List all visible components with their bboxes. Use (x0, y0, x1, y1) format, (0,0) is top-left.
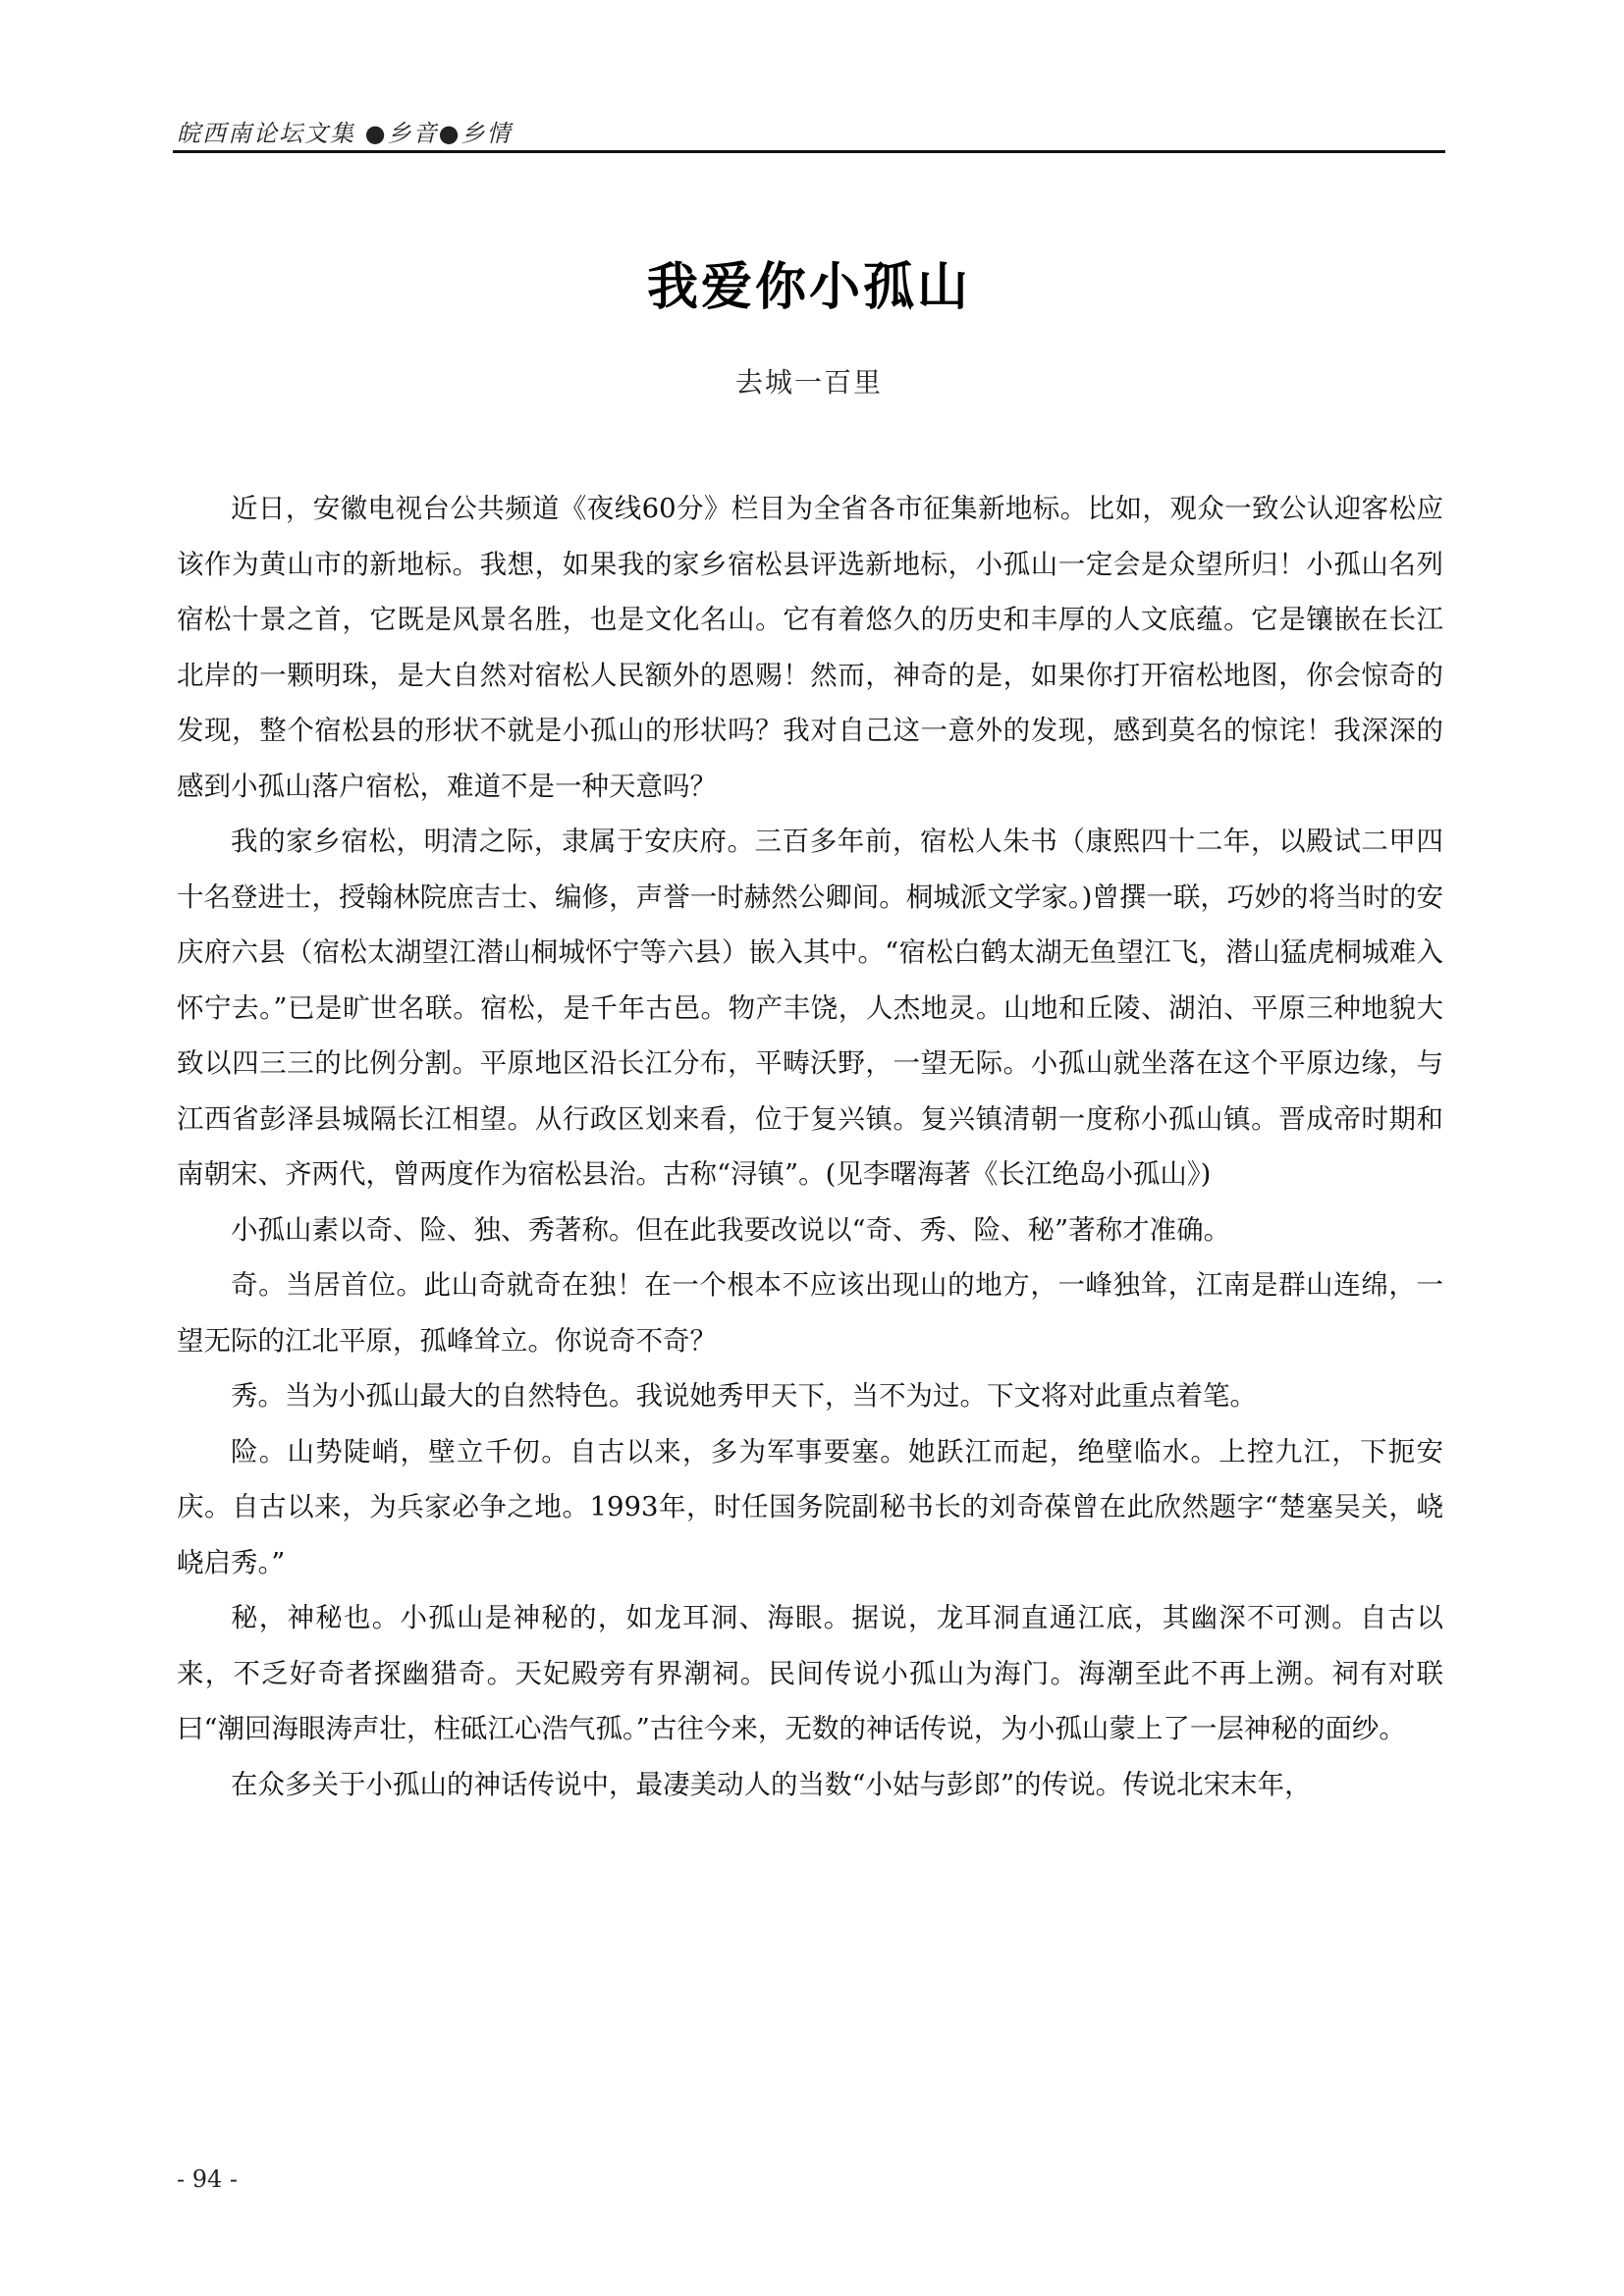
paragraph: 险。山势陡峭，壁立千仞。自古以来，多为军事要塞。她跃江而起，绝壁临水。上控九江，下扼安庆。自古以来，为兵家必争之地。1993年，时任国务院副秘书长的刘奇葆曾在此欣然题字“楚塞吴关，峣峣启秀。” (177, 1435, 1443, 1578)
running-header: 皖西南论坛文集 ●乡音●乡情 (177, 120, 513, 147)
paragraph: 我的家乡宿松，明清之际，隶属于安庆府。三百多年前，宿松人朱书（康熙四十二年，以殿试二甲四十名登进士，授翰林院庶吉士、编修，声誉一时赫然公卿间。桐城派文学家。)曾撰一联，巧妙的将当时的安庆府六县（宿松太湖望江潜山桐城怀宁等六县）嵌入其中。“宿松白鹤太湖无鱼望江飞，潜山猛虎桐城难入怀宁去。”已是旷世名联。宿松，是千年古邑。物产丰饶，人杰地灵。山地和丘陵、湖泊、平原三种地貌大致以四三三的比例分割。平原地区沿长江分布，平畴沃野，一望无际。小孤山就坐落在这个平原边缘，与江西省彭泽县城隔长江相望。从行政区划来看，位于复兴镇。复兴镇清朝一度称小孤山镇。晋成帝时期和南朝宋、齐两代，曾两度作为宿松县治。古称“浔镇”。(见李曙海著《长江绝岛小孤山》) (177, 826, 1443, 1190)
paragraph: 近日，安徽电视台公共频道《夜线60分》栏目为全省各市征集新地标。比如，观众一致公认迎客松应该作为黄山市的新地标。我想，如果我的家乡宿松县评选新地标，小孤山一定会是众望所归！小孤山名列宿松十景之首，它既是风景名胜，也是文化名山。它有着悠久的历史和丰厚的人文底蕴。它是镶嵌在长江北岸的一颗明珠，是大自然对宿松人民额外的恩赐！然而，神奇的是，如果你打开宿松地图，你会惊奇的发现，整个宿松县的形状不就是小孤山的形状吗？我对自己这一意外的发现，感到莫名的惊诧！我深深的感到小孤山落户宿松，难道不是一种天意吗？ (177, 493, 1443, 802)
page-number: - 94 - (177, 2165, 239, 2193)
article-body (177, 481, 1443, 1812)
paragraph: 小孤山素以奇、险、独、秀著称。但在此我要改说以“奇、秀、险、秘”著称才准确。 (231, 1213, 1231, 1246)
paragraph: 在众多关于小孤山的神话传说中，最凄美动人的当数“小姑与彭郎”的传说。传说北宋末年， (231, 1768, 1312, 1800)
paragraph: 秘，神秘也。小孤山是神秘的，如龙耳洞、海眼。据说，龙耳洞直通江底，其幽深不可测。自古以来，不乏好奇者探幽猎奇。天妃殿旁有界潮祠。民间传说小孤山为海门。海潮至此不再上溯。祠有对联曰“潮回海眼涛声壮，柱砥江心浩气孤。”古往今来，无数的神话传说，为小孤山蒙上了一层神秘的面纱。 (177, 1602, 1443, 1744)
paragraph: 奇。当居首位。此山奇就奇在独！在一个根本不应该出现山的地方，一峰独耸，江南是群山连绵，一望无际的江北平原，孤峰耸立。你说奇不奇？ (177, 1269, 1443, 1357)
article-author: 去城一百里 (734, 366, 883, 399)
header-rule (173, 150, 1445, 153)
paragraph: 秀。当为小孤山最大的自然特色。我说她秀甲天下，当不为过。下文将对此重点着笔。 (231, 1380, 1257, 1412)
article-title: 我爱你小孤山 (646, 258, 971, 317)
